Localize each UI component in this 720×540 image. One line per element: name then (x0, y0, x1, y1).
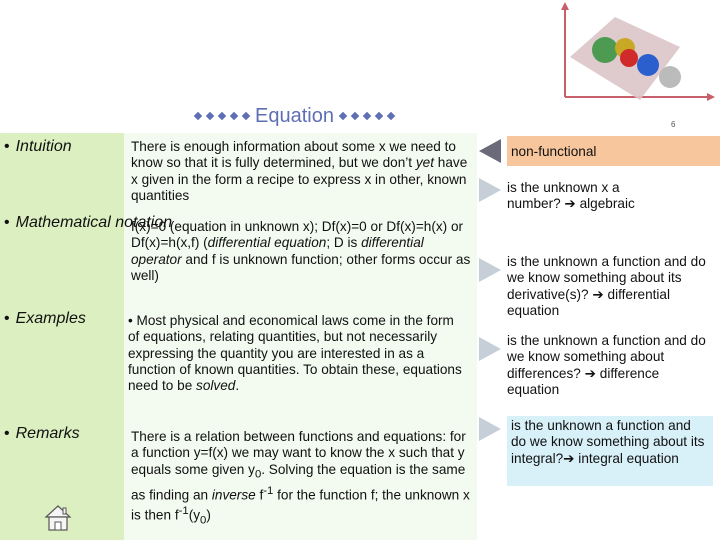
desc-fragment: • Most physical and economical laws come in the form of equations, relating quantities, but not necessarily expressing the quantity you are interested in as a function of known quantities. To obtain these, equations need to be (128, 313, 462, 394)
desc-fragment: solved (196, 378, 236, 394)
arrow-right-icon (479, 178, 501, 202)
term-intuition: • Intuition (4, 138, 72, 155)
desc-fragment: ) (206, 507, 211, 523)
term-notation: • Mathematical notation (4, 214, 173, 231)
diamond-icon (375, 112, 383, 120)
note-algebraic: is the unknown x a number? ➔ algebraic (507, 180, 635, 212)
desc-fragment: for the function f; the unknown x is then f (131, 487, 470, 523)
diamond-icon (351, 112, 359, 120)
desc-fragment: There is enough information about some x we need to know so that it is fully determined, but we don’t (131, 139, 456, 171)
desc-fragment: differential equation (207, 235, 327, 251)
left-column-bg (0, 133, 124, 540)
arrow-left-icon (479, 139, 501, 163)
diamond-icon (206, 112, 214, 120)
desc-fragment: -1 (178, 505, 189, 518)
diamond-icon (387, 112, 395, 120)
slide-title (195, 102, 505, 130)
desc-fragment: f(x)=0 (equation in unknown x); Df(x)=0 or Df(x)=h(x) or Df(x)=h(x,f) ( (131, 219, 464, 251)
diamond-icon (363, 112, 371, 120)
desc-fragment: ; D is (326, 235, 362, 251)
diamond-icon (339, 112, 347, 120)
note-non-functional: non-functional (507, 136, 720, 166)
desc-fragment: There is a relation between functions and equations: for a function y=f(x) we may want to know the x such that y equals some given y (131, 429, 466, 477)
diamond-icon (218, 112, 226, 120)
desc-fragment: inverse (211, 487, 256, 503)
desc-remarks (131, 429, 471, 529)
arrow-right-icon (479, 258, 501, 282)
logo-spheres-icon (545, 2, 715, 102)
desc-fragment: and f is unknown function; other forms occur as well) (131, 251, 471, 283)
desc-fragment: (y (188, 507, 201, 523)
note-difference: is the unknown a function and do we know something about differences? ➔ difference equation (507, 333, 706, 397)
note-integral: is the unknown a function and do we know something about its integral?➔ integral equation (507, 416, 713, 486)
desc-examples (128, 313, 468, 394)
desc-fragment: 0 (254, 468, 262, 481)
diamond-icon (242, 112, 250, 120)
desc-fragment: differential operator (131, 235, 424, 267)
desc-fragment: . Solving the equation is the same as finding an (131, 461, 466, 503)
diamond-icon (230, 112, 238, 120)
desc-fragment: f (255, 487, 264, 503)
desc-fragment: 0 (200, 514, 207, 527)
desc-intuition (131, 139, 471, 204)
desc-fragment: have x given in the form a recipe to express x in other, known quantities (131, 155, 468, 203)
desc-fragment: . (235, 378, 240, 394)
term-examples: • Examples (4, 310, 86, 327)
desc-fragment: -1 (263, 484, 274, 497)
arrow-right-icon (479, 337, 501, 361)
desc-fragment: yet (415, 155, 434, 171)
page-number: 6 (671, 120, 676, 129)
term-remarks: • Remarks (4, 425, 80, 442)
desc-notation (131, 219, 471, 284)
diamond-icon (194, 112, 202, 120)
home-icon[interactable] (44, 504, 72, 532)
note-differential: is the unknown a function and do we know something about its derivative(s)? ➔ differential equation (507, 254, 706, 318)
title-text: Equation (255, 104, 334, 127)
arrow-right-icon (479, 417, 501, 441)
